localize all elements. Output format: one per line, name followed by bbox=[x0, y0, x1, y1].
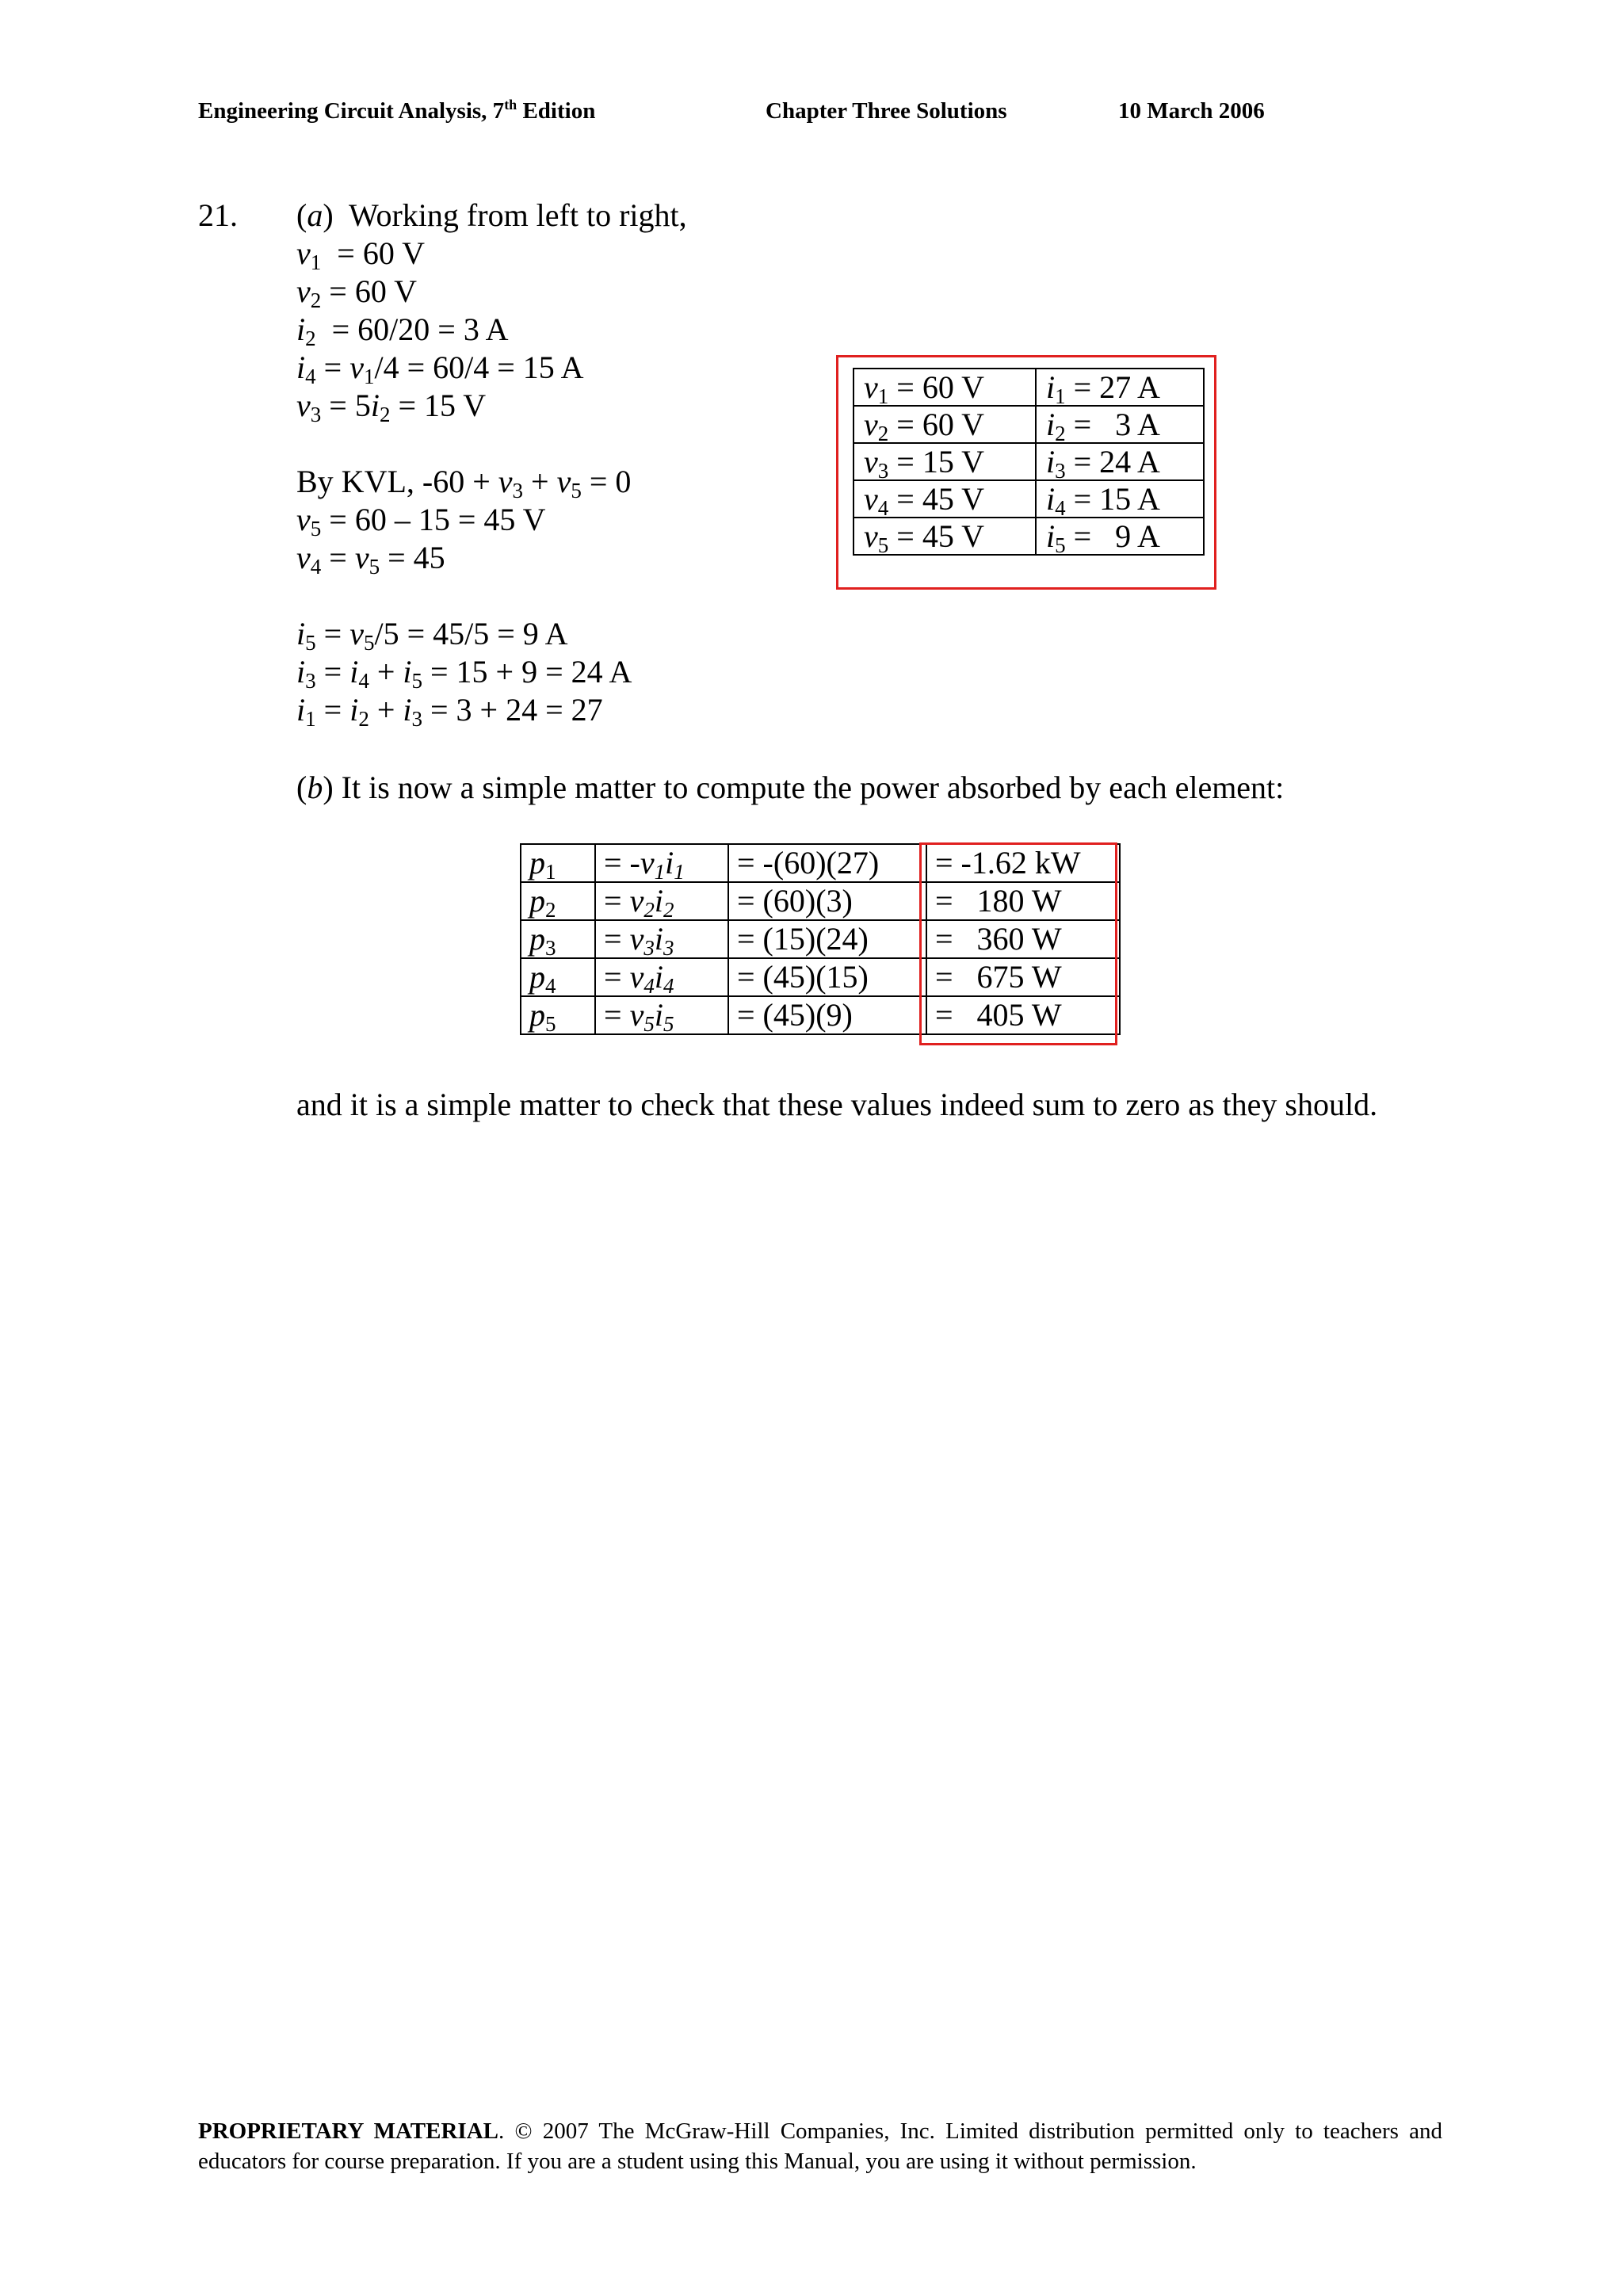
power-result-cell: = 360 W bbox=[926, 920, 1120, 958]
eq-v5: $v_5 = 60 - 15 = 45$ V bbox=[296, 502, 546, 541]
summary-i-cell: $i_2 = 3$ A bbox=[1036, 406, 1204, 443]
eq-v2: $v_2 = 60$ V bbox=[296, 273, 417, 312]
power-calc-cell: = (45)(9) bbox=[728, 996, 926, 1034]
summary-i-cell: $i_1 = 27$ A bbox=[1036, 369, 1204, 406]
power-result-cell: = 405 W bbox=[926, 996, 1120, 1034]
eq-i4: $i_4 = v_1/4 = 60/4 = 15$ A bbox=[296, 350, 584, 388]
eq-kvl: By KVL, $-60 + v_3 + v_5 = 0$ bbox=[296, 464, 632, 502]
table-row bbox=[854, 443, 1204, 480]
power-calc-cell: = (60)(3) bbox=[728, 882, 926, 920]
eq-v4: $v_4 = v_5 = 45$ bbox=[296, 540, 445, 579]
eq-i3: $i_3 = i_4 + i_5 = 15 + 9 = 24$ A bbox=[296, 654, 632, 693]
table-row bbox=[521, 996, 1120, 1034]
power-result-cell: = 675 W bbox=[926, 958, 1120, 996]
summary-table bbox=[853, 368, 1205, 556]
header-book-title: Engineering Circuit Analysis, 7th Edition bbox=[198, 97, 596, 124]
summary-v-cell: $v_5 = 45$ V bbox=[854, 518, 1036, 555]
power-formula-cell: = $v_5i_5$ bbox=[595, 996, 728, 1034]
part-a-intro: (a) Working from left to right, bbox=[296, 197, 687, 233]
closing-sentence: and it is a simple matter to check that these values indeed sum to zero as they should. bbox=[296, 1087, 1378, 1122]
summary-v-cell: $v_3 = 15$ V bbox=[854, 443, 1036, 480]
eq-i2: $i_2 = 60/20 = 3$ A bbox=[296, 311, 509, 350]
power-symbol-cell: $p_5$ bbox=[521, 996, 595, 1034]
summary-i-cell: $i_3 = 24$ A bbox=[1036, 443, 1204, 480]
eq-v1: $v_1 = 60$ V bbox=[296, 235, 425, 274]
footer-copyright: PROPRIETARY MATERIAL. © 2007 The McGraw-Hill Companies, Inc. Limited distribution permitted only to teachers and educators for course preparation. If you are a student using this Manual, you are using it without permission. bbox=[198, 2118, 1442, 2174]
part-b-intro: (b) It is now a simple matter to compute the power absorbed by each element: bbox=[296, 770, 1285, 805]
summary-i-cell: $i_4 = 15$ A bbox=[1036, 480, 1204, 518]
summary-v-cell: $v_1 = 60$ V bbox=[854, 369, 1036, 406]
table-row bbox=[854, 406, 1204, 443]
power-formula-cell: = $v_3i_3$ bbox=[595, 920, 728, 958]
power-calc-cell: = (15)(24) bbox=[728, 920, 926, 958]
power-result-cell: = -1.62 kW bbox=[926, 844, 1120, 882]
summary-v-cell: $v_4 = 45$ V bbox=[854, 480, 1036, 518]
eq-i5: $i_5 = v_5/5 = 45/5 = 9$ A bbox=[296, 616, 568, 655]
power-symbol-cell: $p_3$ bbox=[521, 920, 595, 958]
table-row bbox=[854, 480, 1204, 518]
table-row bbox=[854, 518, 1204, 555]
table-row bbox=[521, 844, 1120, 882]
power-calc-cell: = -(60)(27) bbox=[728, 844, 926, 882]
header-chapter: Chapter Three Solutions bbox=[766, 98, 1007, 124]
power-formula-cell: = $v_4i_4$ bbox=[595, 958, 728, 996]
power-symbol-cell: $p_4$ bbox=[521, 958, 595, 996]
eq-i1: $i_1 = i_2 + i_3 = 3 + 24 = 27$ bbox=[296, 692, 603, 731]
power-calc-cell: = (45)(15) bbox=[728, 958, 926, 996]
header-date: 10 March 2006 bbox=[1118, 98, 1265, 124]
table-row bbox=[854, 369, 1204, 406]
power-formula-cell: = $v_2i_2$ bbox=[595, 882, 728, 920]
power-symbol-cell: $p_1$ bbox=[521, 844, 595, 882]
power-symbol-cell: $p_2$ bbox=[521, 882, 595, 920]
summary-i-cell: $i_5 = 9$ A bbox=[1036, 518, 1204, 555]
summary-v-cell: $v_2 = 60$ V bbox=[854, 406, 1036, 443]
eq-v3: $v_3 = 5i_2 = 15$ V bbox=[296, 388, 487, 426]
table-row bbox=[521, 920, 1120, 958]
table-row bbox=[521, 958, 1120, 996]
power-formula-cell: = $-v_1i_1$ bbox=[595, 844, 728, 882]
table-row bbox=[521, 882, 1120, 920]
power-table bbox=[520, 843, 1121, 1035]
power-result-cell: = 180 W bbox=[926, 882, 1120, 920]
problem-number: 21. bbox=[198, 197, 238, 233]
